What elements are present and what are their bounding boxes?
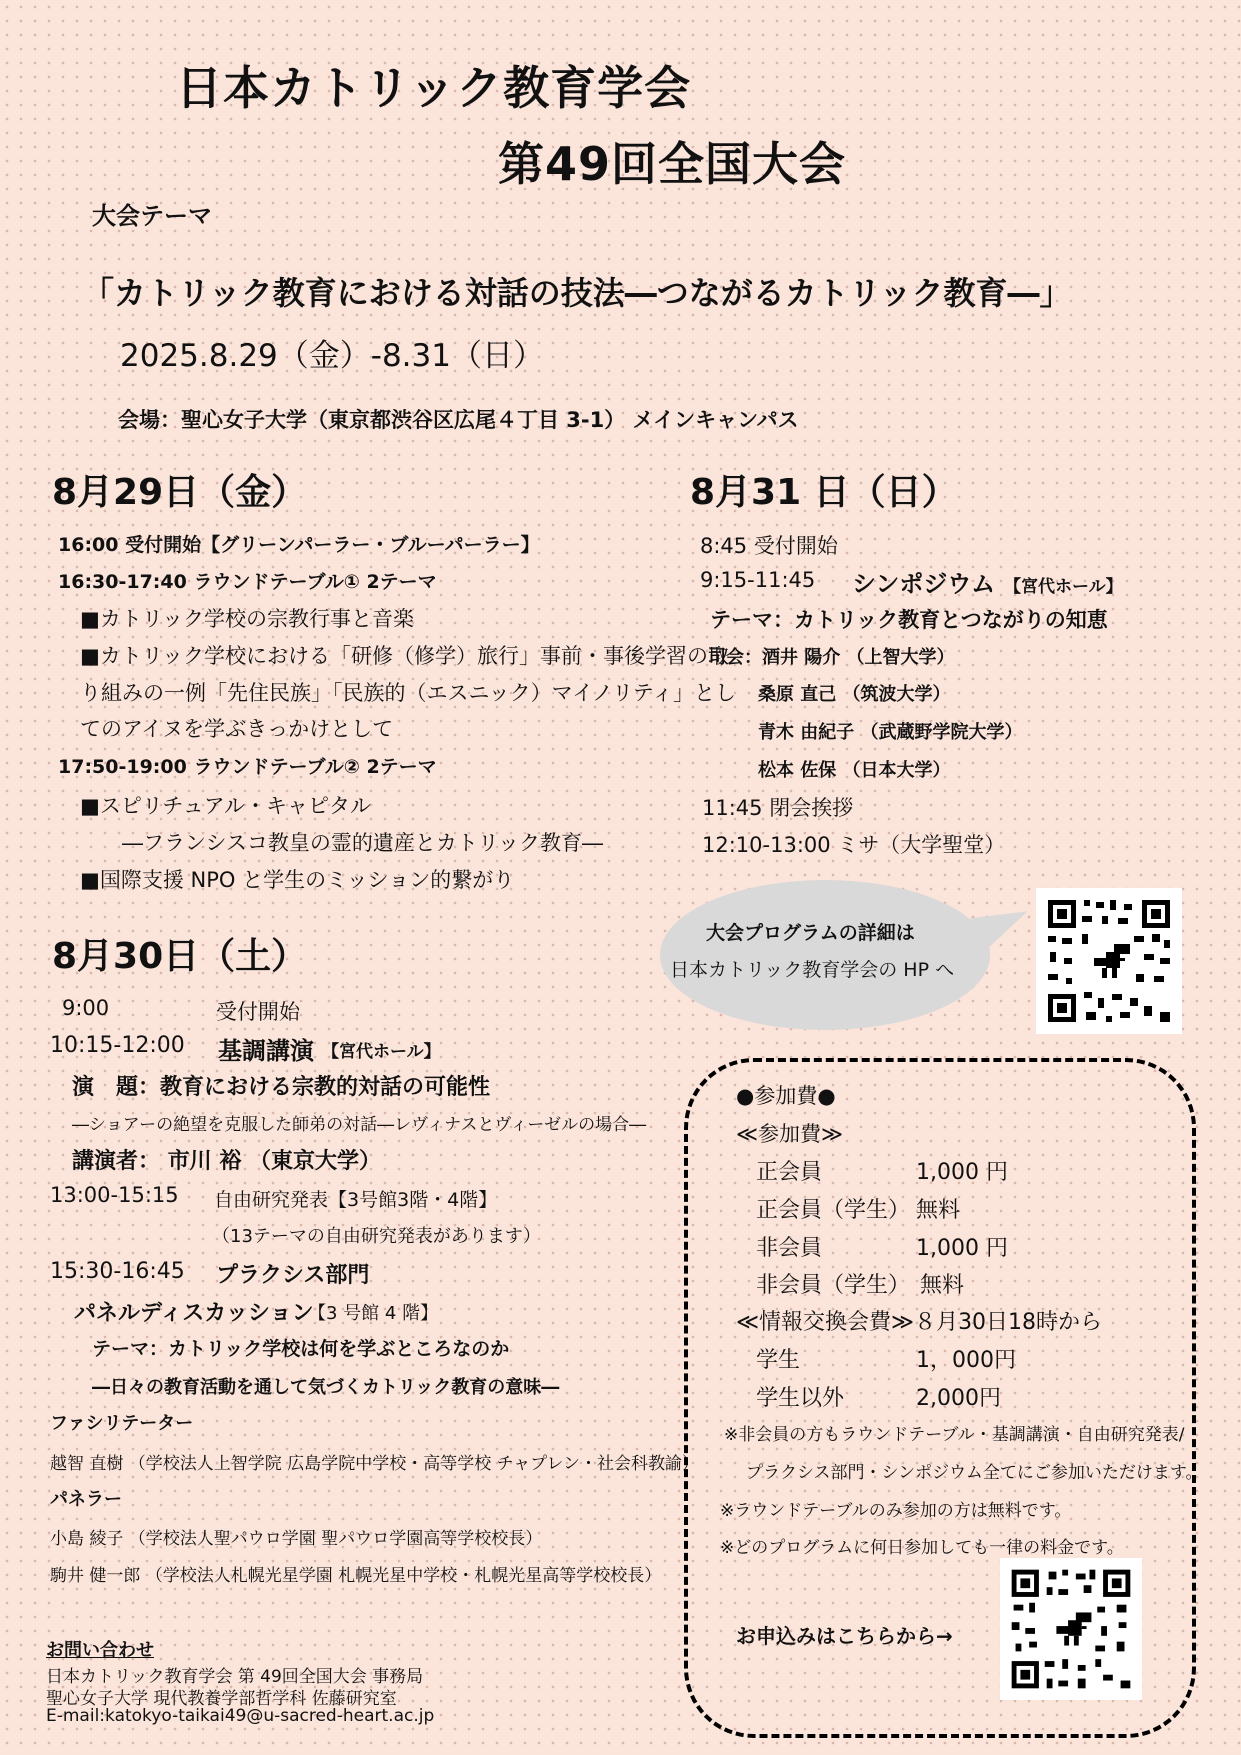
fee-value: 無料: [916, 1198, 961, 1223]
keynote-speaker: 講演者： 市川 裕 （東京大学）: [72, 1149, 381, 1174]
fee-label: 学生: [756, 1348, 801, 1373]
fee-note: プラクシス部門・シンポジウム全てにご参加いただけます。: [746, 1463, 1203, 1483]
fee-label: 非会員: [756, 1236, 823, 1261]
praxis-title: プラクシス部門: [216, 1263, 370, 1288]
fee-subtitle: ≪参加費≫: [736, 1122, 843, 1146]
fee-label: 学生以外: [756, 1386, 845, 1411]
qr-code-icon: [1036, 888, 1182, 1034]
day2-text: 自由研究発表【3号館3階・4階】: [214, 1189, 498, 1211]
panelist: 小島 綾子 （学校法人聖パウロ学園 聖パウロ学園高等学校校長）: [50, 1529, 543, 1549]
apply-link[interactable]: お申込みはこちらから→: [736, 1624, 953, 1648]
day3-time: 9:15-11:45: [700, 568, 816, 592]
day2-time: 15:30-16:45: [50, 1259, 185, 1284]
keynote-room: 【宮代ホール】: [322, 1042, 441, 1062]
symposium-room: 【宮代ホール】: [1004, 577, 1123, 597]
fee-value: 1,000 円: [916, 1160, 1008, 1185]
fee-value: 2,000円: [916, 1386, 1001, 1411]
day3-line: 12:10-13:00 ミサ（大学聖堂）: [702, 833, 1006, 857]
fee-note: ※非会員の方もラウンドテーブル・基調講演・自由研究発表/: [724, 1425, 1185, 1445]
keynote-subject: 演 題：教育における宗教的対話の可能性: [72, 1075, 491, 1100]
symposium-theme: テーマ：カトリック教育とつながりの知恵: [710, 608, 1108, 632]
fee-label: 正会員: [756, 1160, 823, 1185]
event-title: 第49回全国大会: [498, 137, 847, 191]
panel-theme: テーマ：カトリック学校は何を学ぶところなのか: [92, 1338, 510, 1360]
contact-title: お問い合わせ: [46, 1640, 154, 1661]
fee-label: 非会員（学生）: [756, 1273, 911, 1298]
fee-value: 無料: [920, 1273, 965, 1298]
contact-line: 聖心女子大学 現代教養学部哲学科 佐藤研究室: [46, 1689, 397, 1709]
qr-code-icon: [1000, 1558, 1142, 1700]
bubble-line: 大会プログラムの詳細は: [706, 922, 915, 944]
dinosaur-icon: [1056, 1612, 1091, 1645]
venue: 会場：聖心女子大学（東京都渋谷区広尾４丁目 3-1） メインキャンパス: [118, 408, 799, 432]
day2-time: 13:00-15:15: [50, 1183, 179, 1207]
theme-label: 大会テーマ: [92, 202, 212, 230]
day1-line: ■カトリック学校の宗教行事と音楽: [80, 607, 414, 631]
keynote-title: 基調講演: [218, 1037, 314, 1065]
theme-title: 「カトリック教育における対話の技法―つながるカトリック教育―」: [82, 274, 1072, 312]
fee-value: 1，000円: [916, 1348, 1016, 1373]
fee-title: ●参加費●: [736, 1084, 836, 1108]
contact-line: 日本カトリック教育学会 第 49回全国大会 事務局: [46, 1667, 424, 1687]
day1-heading: 8月29日（金）: [52, 472, 308, 513]
day1-line: 17:50-19:00 ラウンドテーブル② 2テーマ: [58, 756, 437, 778]
day2-time: 9:00: [62, 996, 110, 1020]
day1-line: ■国際支援 NPO と学生のミッション的繋がり: [80, 868, 515, 892]
contact-email[interactable]: E-mail:katokyo-taikai49@u-sacred-heart.ac.jp: [46, 1706, 435, 1726]
symposist: 桑原 直己 （筑波大学）: [758, 684, 951, 705]
day1-line: 16:30-17:40 ラウンドテーブル① 2テーマ: [58, 571, 437, 593]
symposist: 松本 佐保 （日本大学）: [758, 760, 951, 781]
org-title: 日本カトリック教育学会: [176, 61, 692, 115]
facilitator: 越智 直樹 （学校法人上智学院 広島学院中学校・高等学校 チャプレン・社会科教諭）: [50, 1454, 699, 1474]
fee-note: ※ラウンドテーブルのみ参加の方は無料です。: [720, 1501, 1072, 1521]
keynote-subtitle: ―ショアーの絶望を克服した師弟の対話―レヴィナスとヴィーゼルの場合―: [72, 1115, 647, 1135]
day1-line: ■カトリック学校における「研修（修学）旅行」事前・事後学習の取: [80, 644, 729, 668]
fee-note: ※どのプログラムに何日参加しても一律の料金です。: [720, 1538, 1124, 1558]
panelist-label: パネラー: [50, 1489, 122, 1510]
panel-room: 【3 号館 4 階】: [308, 1303, 439, 1324]
day1-line: 16:00 受付開始【グリーンパーラー・ブルーパーラー】: [58, 534, 540, 556]
fee-value: 1,000 円: [916, 1236, 1008, 1261]
qr-code-apply[interactable]: [1000, 1558, 1142, 1700]
fee-label: 正会員（学生）: [756, 1198, 911, 1223]
panelist: 駒井 健一郎 （学校法人札幌光星学園 札幌光星中学校・札幌光星高等学校校長）: [50, 1566, 662, 1586]
day2-time: 10:15-12:00: [50, 1033, 185, 1058]
day2-heading: 8月30日（土）: [52, 936, 308, 977]
day2-text: 受付開始: [216, 1000, 300, 1024]
day1-line: り組みの一例「先住民族」「民族的（エスニック）マイノリティ」とし: [80, 681, 737, 705]
event-dates: 2025.8.29（金）-8.31（日）: [120, 338, 544, 374]
day1-line: てのアイヌを学ぶきっかけとして: [80, 717, 394, 741]
symposist: 青木 由紀子 （武蔵野学院大学）: [758, 722, 1023, 743]
facilitator-label: ファシリテーター: [50, 1413, 194, 1434]
dinosaur-icon: [1094, 944, 1130, 978]
bubble-line: 日本カトリック教育学会の HP へ: [670, 959, 955, 981]
moderator: 司会：酒井 陽介 （上智大学）: [708, 647, 955, 668]
day3-heading: 8月31 日（日）: [690, 472, 958, 513]
panel-subtitle: ―日々の教育活動を通して気づくカトリック教育の意味―: [92, 1377, 560, 1398]
day3-line: 8:45 受付開始: [700, 534, 838, 558]
panel-title: パネルディスカッション: [74, 1301, 314, 1326]
day1-line: ―フランシスコ教皇の霊的遺産とカトリック教育―: [122, 831, 604, 855]
symposium-title: シンポジウム: [852, 570, 996, 598]
day1-line: ■スピリチュアル・キャピタル: [80, 794, 371, 818]
day2-text: （13テーマの自由研究発表があります）: [212, 1226, 541, 1247]
fee-subtitle: ≪情報交換会費≫８月30日18時から: [736, 1310, 1103, 1335]
day3-line: 11:45 閉会挨拶: [702, 796, 854, 820]
qr-code-hp[interactable]: [1036, 888, 1182, 1034]
